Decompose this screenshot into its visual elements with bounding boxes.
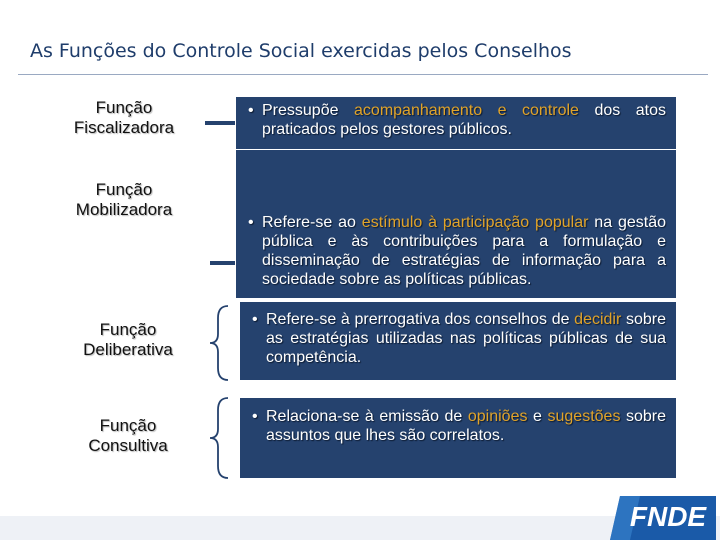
title-divider xyxy=(18,74,708,75)
highlight-text-2: sugestões xyxy=(547,408,621,425)
label-line1: Função xyxy=(99,320,157,339)
label-deliberativa xyxy=(48,320,208,360)
box-mobilizadora xyxy=(236,150,676,298)
slide-title: As Funções do Controle Social exercidas pelos Conselhos xyxy=(30,40,572,62)
box-text: Refere-se à prerrogativa dos conselhos de decidir sobre as estratégias utilizadas nas políticas públicas de sua competência. xyxy=(266,311,667,366)
connector-mobilizadora xyxy=(210,261,235,265)
connector-fiscalizadora xyxy=(205,121,235,125)
highlight-text: opiniões xyxy=(467,408,528,425)
box-deliberativa xyxy=(240,302,676,380)
box-text: Pressupõe acompanhamento e controle dos atos praticados pelos gestores públicos. xyxy=(262,102,667,138)
label-fiscalizadora xyxy=(44,98,204,138)
label-line2: Mobilizadora xyxy=(75,200,173,219)
label-line1: Função xyxy=(95,98,153,117)
box-consultiva xyxy=(240,398,676,478)
brace-deliberativa xyxy=(200,304,230,382)
label-line2: Consultiva xyxy=(88,436,168,455)
fnde-logo xyxy=(610,488,720,540)
bullet: • xyxy=(252,408,258,425)
highlight-text: decidir xyxy=(574,311,622,328)
label-line2: Fiscalizadora xyxy=(73,118,175,137)
bullet: • xyxy=(252,311,258,328)
brace-consultiva xyxy=(200,396,230,480)
box-text: Relaciona-se à emissão de opiniões e sugestões sobre assuntos que lhes são correlatos. xyxy=(266,408,667,444)
highlight-text: estímulo à participação popular xyxy=(361,214,589,231)
label-consultiva xyxy=(48,416,208,456)
label-line1: Função xyxy=(99,416,157,435)
logo-text: FNDE xyxy=(629,501,707,532)
label-mobilizadora xyxy=(44,180,204,220)
bullet: • xyxy=(248,102,254,119)
bullet: • xyxy=(248,214,254,231)
highlight-text: acompanhamento e controle xyxy=(354,102,579,119)
label-line1: Função xyxy=(95,180,153,199)
box-text: Refere-se ao estímulo à participação popular na gestão pública e às contribuições para a formulação e disseminação de estratégias de informação para a sociedade sobre as políticas públicas. xyxy=(262,214,666,288)
label-line2: Deliberativa xyxy=(83,340,173,359)
box-fiscalizadora xyxy=(236,97,676,149)
